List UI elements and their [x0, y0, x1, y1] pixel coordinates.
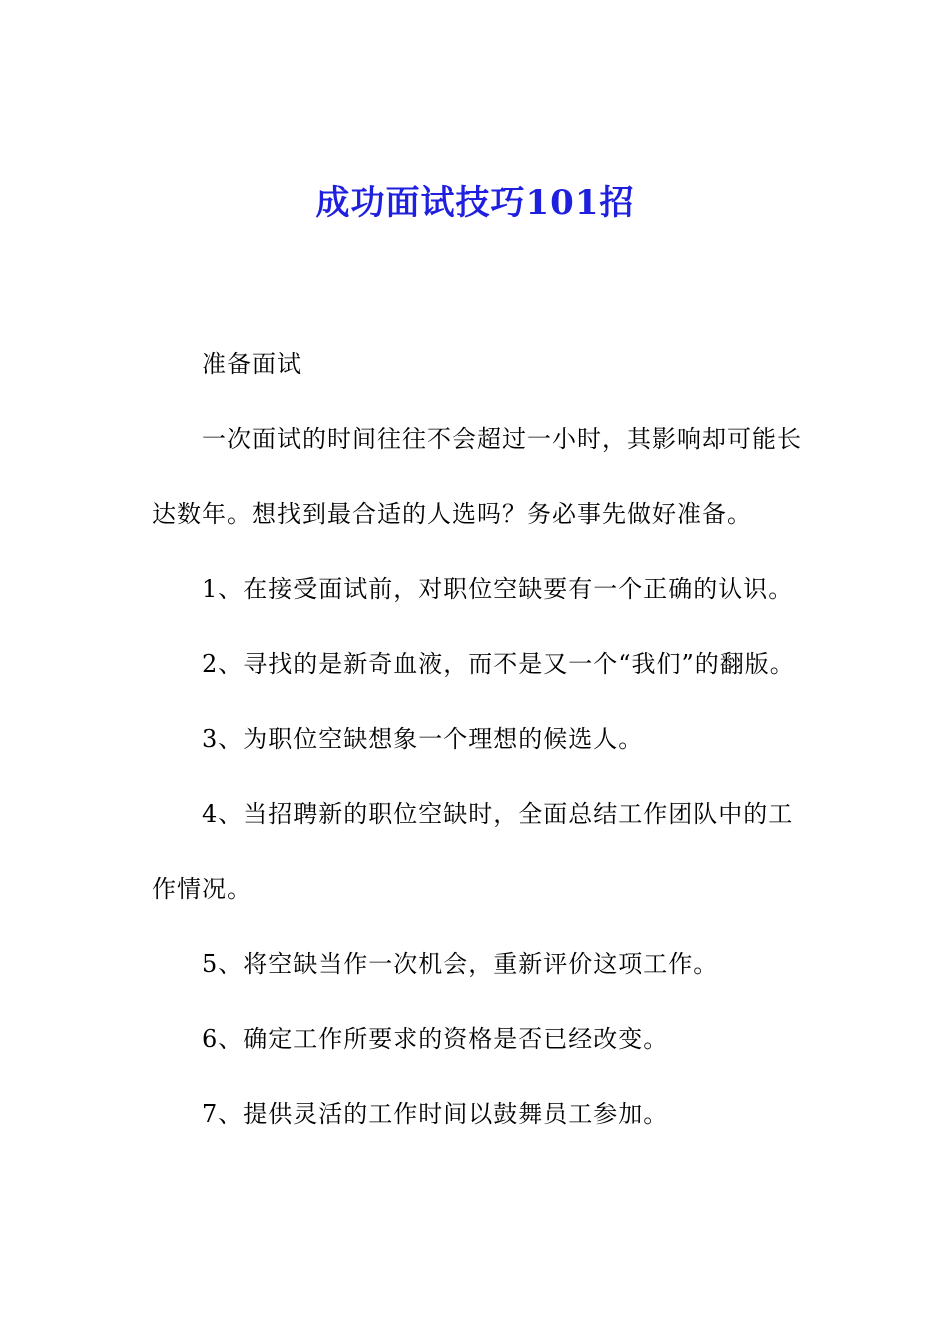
document-body	[152, 327, 807, 1152]
tip-6: 6、确定工作所要求的资格是否已经改变。	[202, 1025, 669, 1053]
tip-7: 7、提供灵活的工作时间以鼓舞员工参加。	[202, 1100, 669, 1128]
tip-3: 3、为职位空缺想象一个理想的候选人。	[202, 725, 644, 753]
tip-1: 1、在接受面试前，对职位空缺要有一个正确的认识。	[202, 575, 794, 603]
intro-paragraph: 一次面试的时间往往不会超过一小时，其影响却可能长达数年。想找到最合适的人选吗？务必事先做好准备。	[152, 425, 802, 528]
tip-5: 5、将空缺当作一次机会，重新评价这项工作。	[202, 950, 719, 978]
document-title: 成功面试技巧101招	[315, 183, 635, 223]
tip-2: 2、寻找的是新奇血液，而不是又一个“我们”的翻版。	[202, 650, 795, 678]
tip-4: 4、当招聘新的职位空缺时，全面总结工作团队中的工作情况。	[152, 800, 794, 903]
section-heading: 准备面试	[202, 350, 302, 378]
